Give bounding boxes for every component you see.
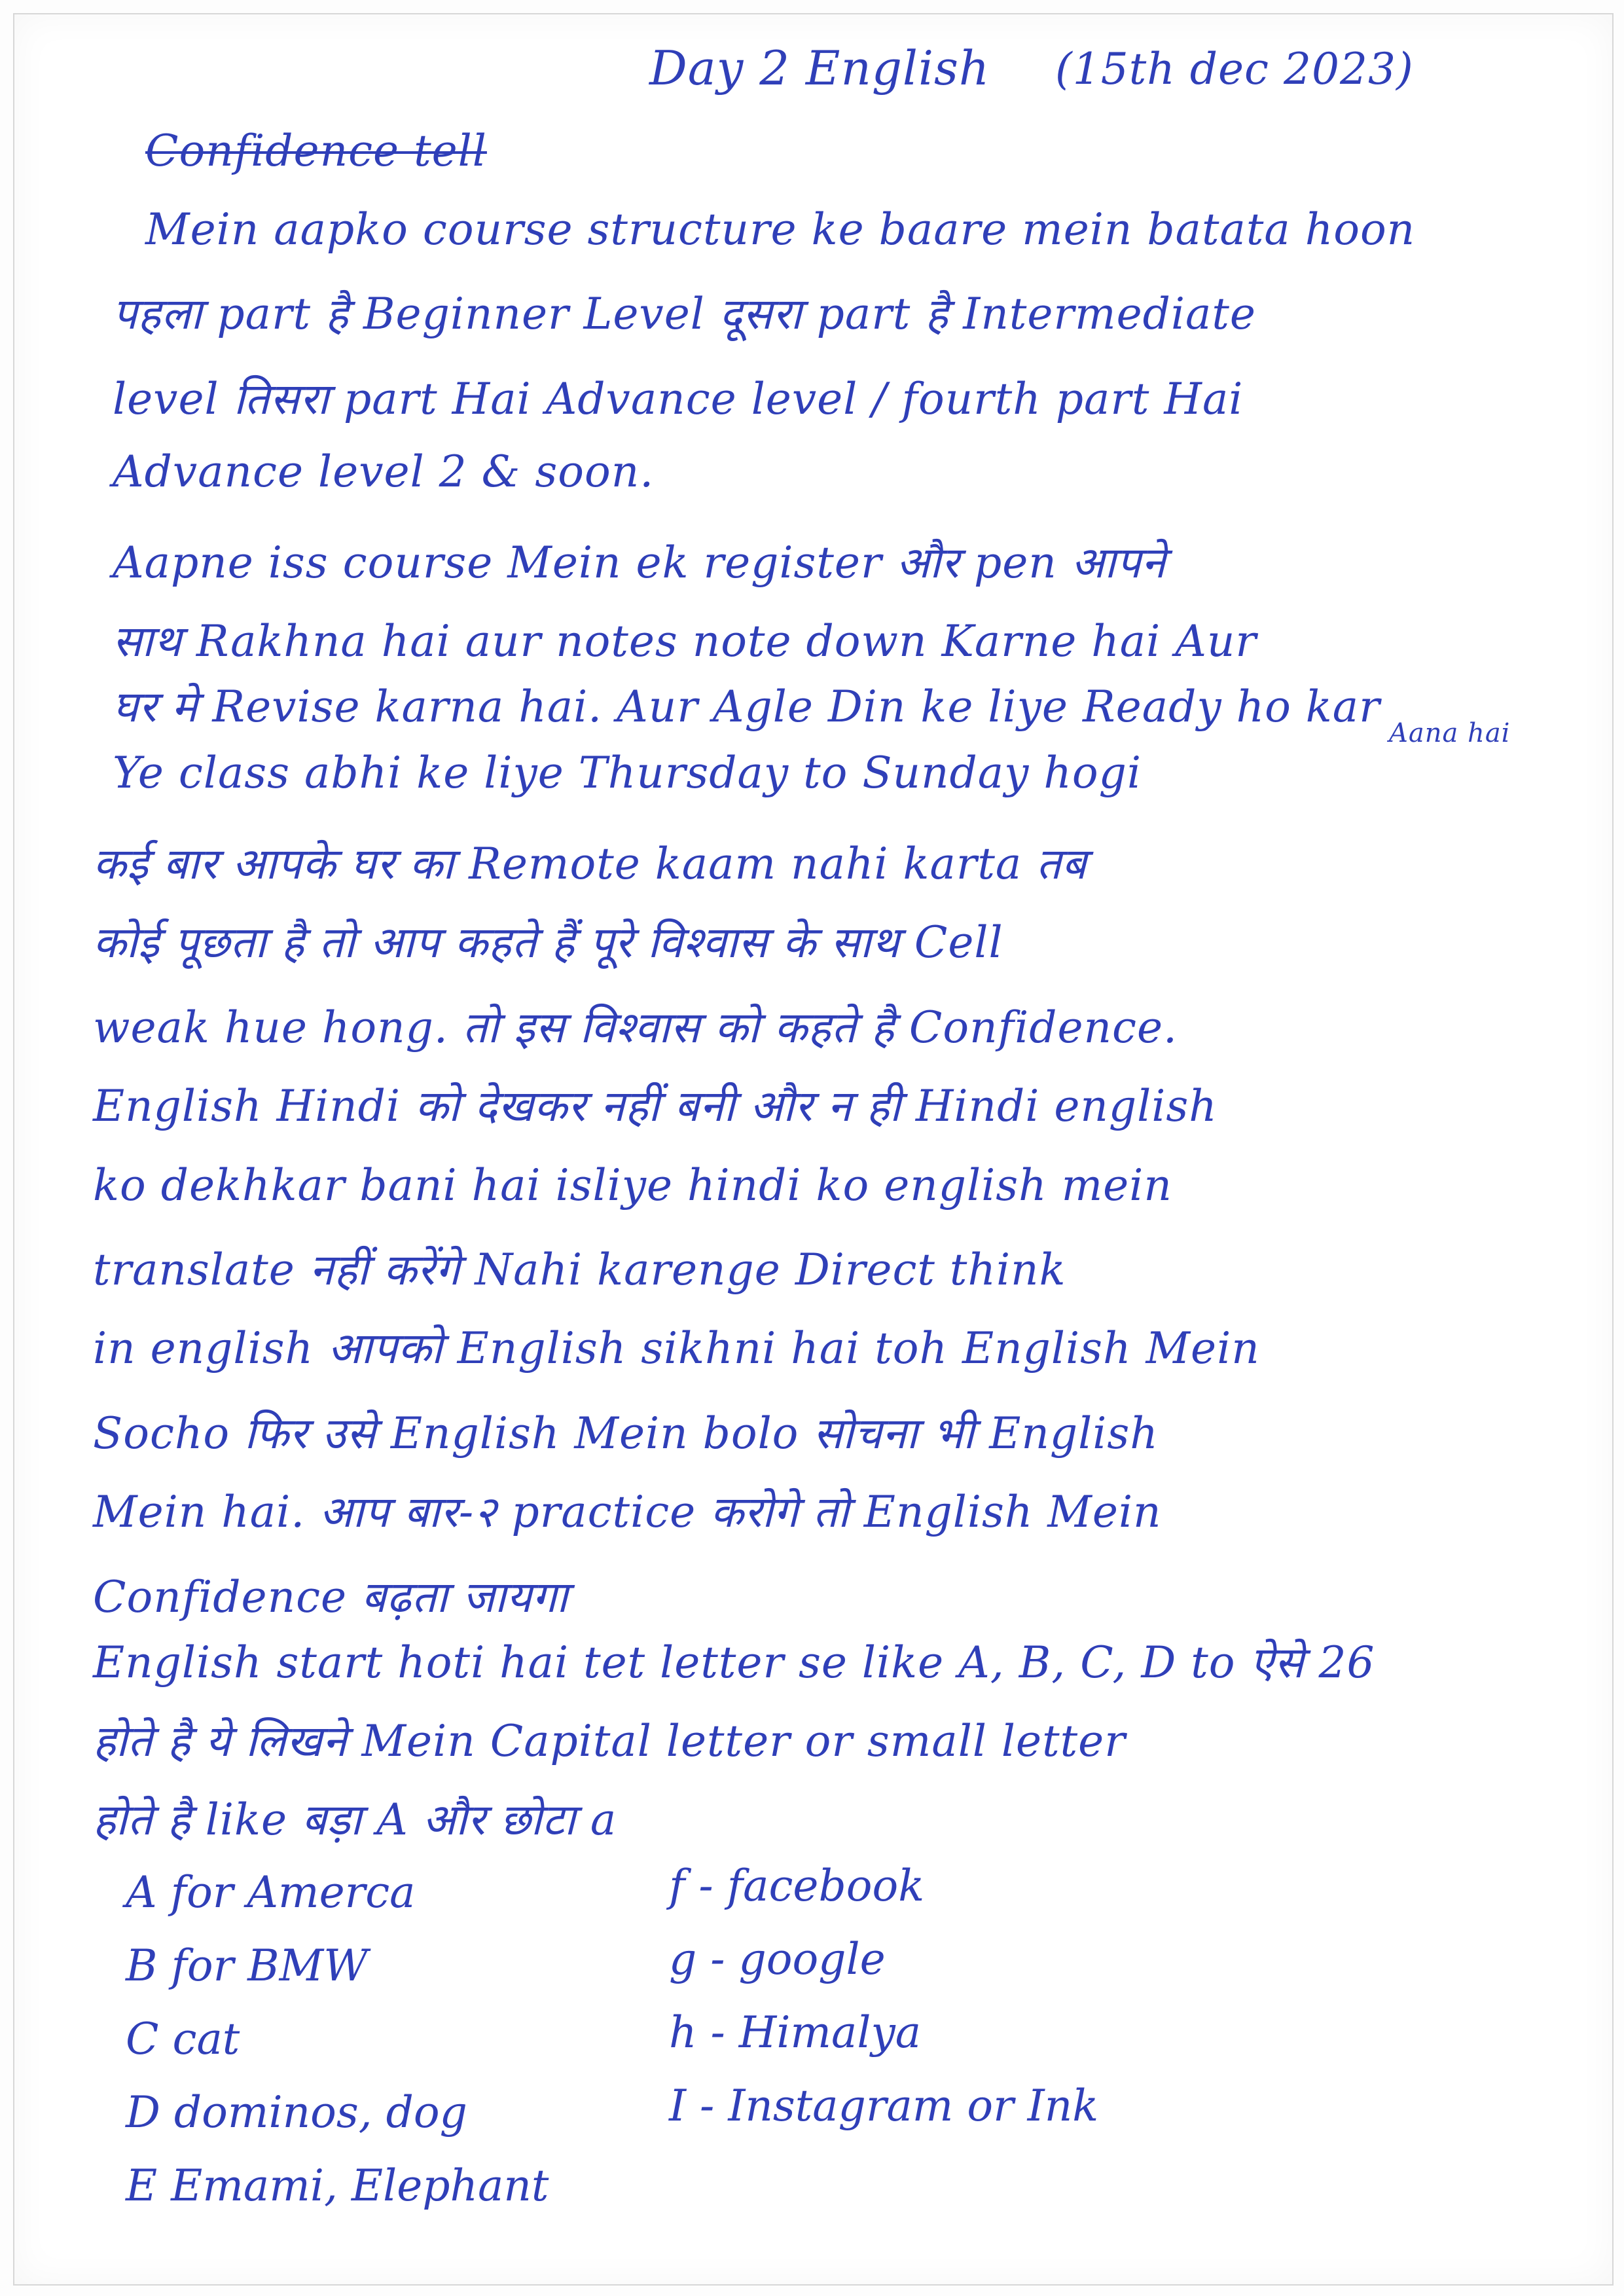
note-line-21: होते है like बड़ा A और छोटा a [93, 1795, 617, 1845]
note-line-7: घर मे Revise karna hai. Aur Agle Din ke liye Ready ho kar [113, 682, 1380, 732]
alphabet-list-left [126, 1867, 549, 2234]
alphabet-item: I - Instagram or Ink [669, 2081, 1099, 2131]
alphabet-item: h - Himalya [669, 2007, 922, 2058]
notebook-page [13, 13, 1614, 2286]
page-title: Day 2 English [649, 41, 990, 96]
note-line-6: साथ Rakhna hai aur notes note down Karne hai Aur [113, 616, 1257, 666]
page-date: (15th dec 2023) [1055, 44, 1414, 94]
note-line-20: होते है ये लिखने Mein Capital letter or small letter [93, 1716, 1126, 1766]
alphabet-item: g - google [669, 1934, 886, 1984]
note-line-10: कोई पूछता है तो आप कहते हैं पूरे विश्वास के साथ Cell [93, 917, 1003, 968]
note-line-3: level तिसरा part Hai Advance level / fourth part Hai [113, 374, 1244, 424]
note-line-15: in english आपको English sikhni hai toh English Mein [93, 1323, 1260, 1374]
note-line-11: weak hue hong. तो इस विश्वास को कहते है Confidence. [93, 1002, 1178, 1053]
note-line-13: ko dekhkar bani hai isliye hindi ko english mein [93, 1160, 1172, 1211]
alphabet-item: B for BMW [126, 1941, 369, 1991]
note-line-12: English Hindi को देखकर नहीं बनी और न ही Hindi english [93, 1081, 1218, 1131]
margin-note: Aana hai [1389, 718, 1511, 748]
note-line-18: Confidence बढ़ता जायगा [93, 1572, 569, 1622]
alphabet-item: C cat [126, 2014, 240, 2064]
note-line-16: Socho फिर उसे English Mein bolo सोचना भी English [93, 1408, 1159, 1459]
alphabet-item: f - facebook [669, 1861, 925, 1911]
note-line-1: Mein aapko course structure ke baare mein batata hoon [145, 204, 1416, 255]
alphabet-list-right [669, 1861, 1098, 2154]
note-line-17: Mein hai. आप बार-२ practice करोगे तो English Mein [93, 1487, 1162, 1537]
alphabet-item: A for Amerca [126, 1867, 416, 1918]
note-line-4: Advance level 2 & soon. [113, 446, 655, 497]
note-line-5: Aapne iss course Mein ek register और pen आपने [113, 538, 1166, 588]
note-line-8: Ye class abhi ke liye Thursday to Sunday hogi [113, 748, 1142, 798]
alphabet-item: D dominos, dog [126, 2087, 467, 2138]
note-line-14: translate नहीं करेंगे Nahi karenge Direct think [93, 1245, 1066, 1295]
note-line-2: पहला part है Beginner Level दूसरा part है Intermediate [113, 289, 1256, 339]
struck-heading: Confidence tell [145, 126, 487, 176]
alphabet-item: E Emami, Elephant [126, 2160, 549, 2211]
note-line-9: कई बार आपके घर का Remote kaam nahi karta तब [93, 839, 1087, 889]
note-line-19: English start hoti hai tet letter se like A, B, C, D to ऐसे 26 [93, 1637, 1375, 1688]
